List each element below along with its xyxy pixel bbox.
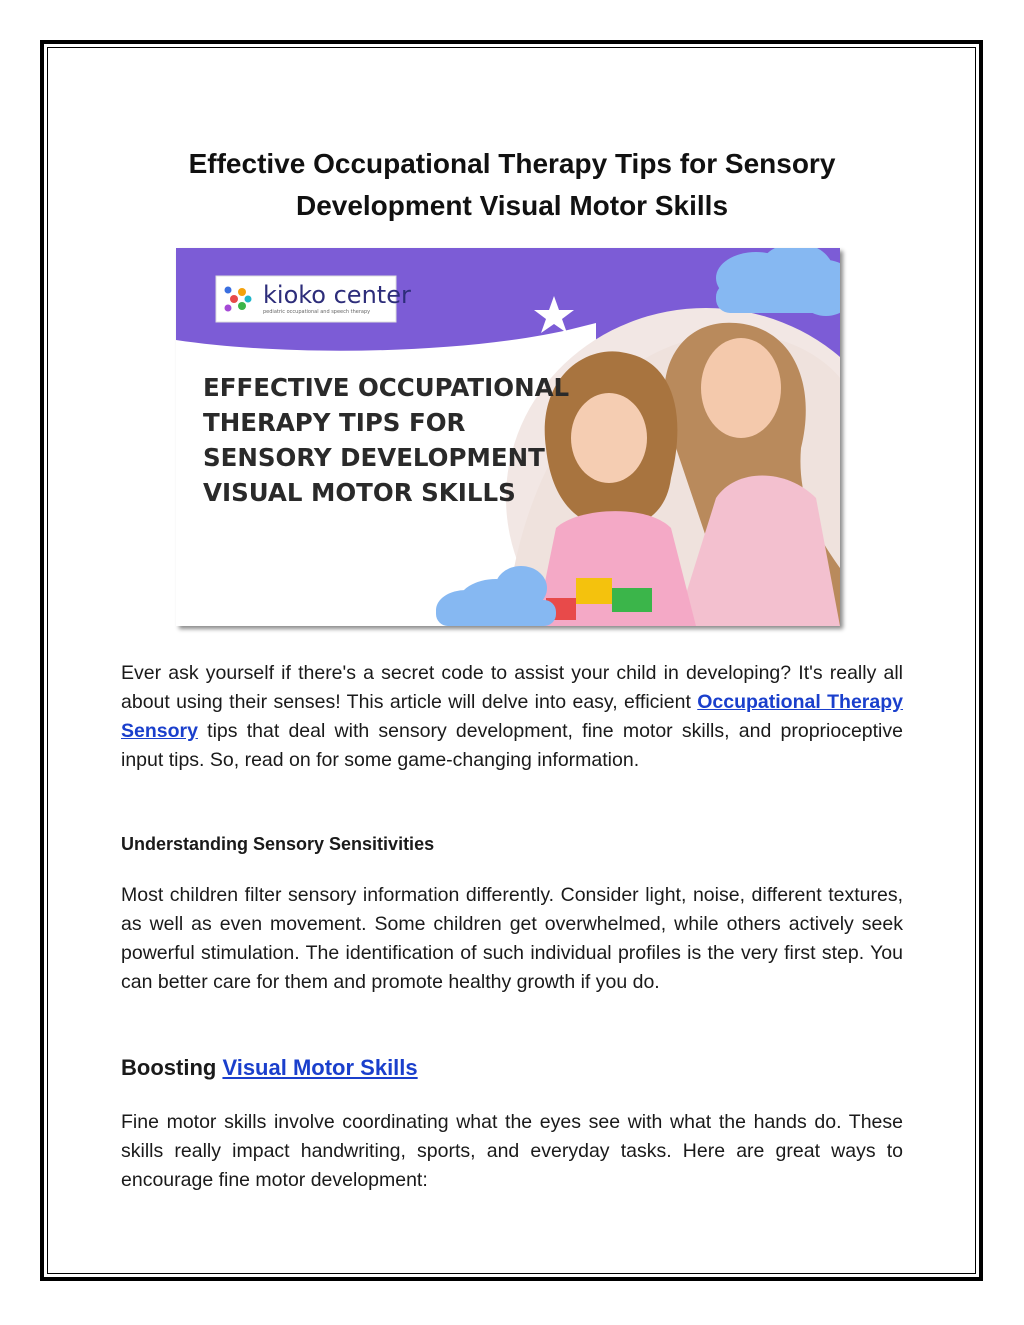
document-title: Effective Occupational Therapy Tips for Sensory Development Visual Motor Skills [188, 148, 836, 221]
intro-paragraph [121, 659, 903, 775]
banner-logo-tagline: pediatric occupational and speech therapy [263, 309, 371, 315]
banner-headline-line: VISUAL MOTOR SKILLS [203, 478, 516, 507]
banner-logo-name: kioko center [263, 281, 411, 309]
section-heading-sensory-sensitivities: Understanding Sensory Sensitivities [121, 834, 435, 854]
visual-motor-skills-paragraph: Fine motor skills involve coordinating what the eyes see with what the hands do. These skills really impact handwriting, sports, and everyday tasks. Here are great ways to encourage fine motor development: [121, 1111, 903, 1191]
banner-headline-line: EFFECTIVE OCCUPATIONAL [203, 373, 570, 402]
intro-text-after: tips that deal with sensory development, fine motor skills, and proprioceptive input tips. So, read on for some game-changing information. [121, 720, 903, 771]
banner-headline-line: SENSORY DEVELOPMENT [203, 443, 545, 472]
section-heading-visual-motor-skills [121, 1055, 418, 1081]
globe-icon [217, 566, 237, 586]
banner-website-text: www.kiokocenter.com [245, 567, 430, 585]
intro-text-before: Ever ask yourself if there's a secret code to assist your child in developing? It's really all about using their senses! This article will delve into easy, efficient [121, 662, 903, 713]
occupational-therapy-sensory-link[interactable]: Occupational Therapy Sensory [121, 691, 903, 742]
heading-prefix: Boosting [121, 1055, 223, 1080]
banner-website [217, 566, 429, 586]
banner-headline [203, 370, 603, 510]
sensory-sensitivities-paragraph: Most children filter sensory information differently. Consider light, noise, different textures, as well as even movement. Some children get overwhelmed, while others actively seek powerful stimulation. The identification of such individual profiles is the very first step. You can better care for them and promote healthy growth if you do. [121, 884, 903, 993]
visual-motor-skills-link[interactable]: Visual Motor Skills [222, 1055, 418, 1080]
banner-headline-line: THERAPY TIPS FOR [203, 408, 466, 437]
